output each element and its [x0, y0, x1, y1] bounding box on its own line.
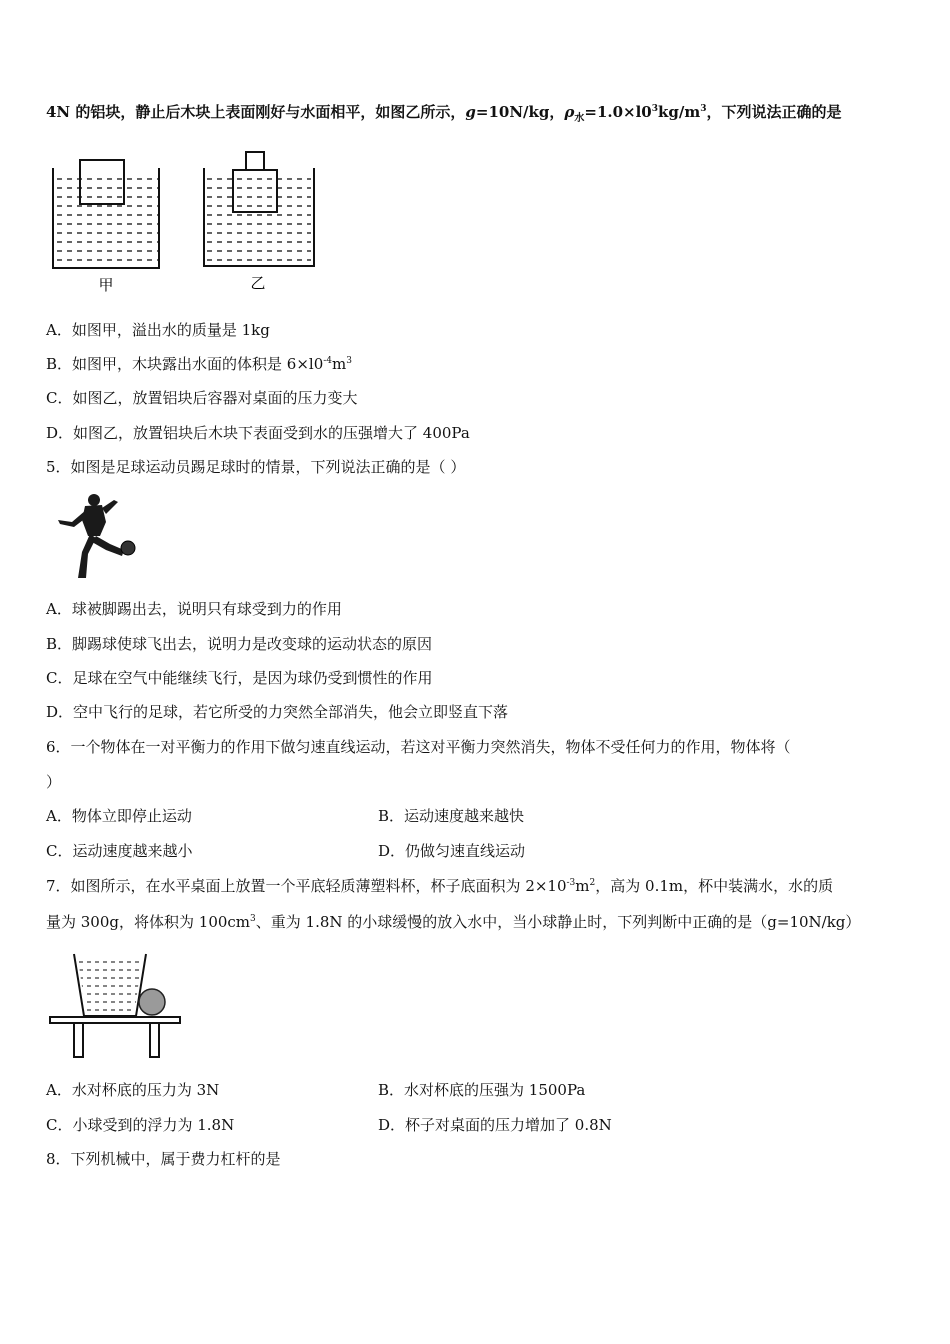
container-jia	[53, 160, 159, 268]
q7-option-d: D．杯子对桌面的压力增加了 0.8N	[378, 1116, 612, 1134]
q4-figure	[46, 148, 326, 298]
q4-stem: 4N 的铝块，静止后木块上表面刚好与水面相平，如图乙所示，g=10N/kg，$\rho_水=1.0\times l0^3kg/m^3$，下列说法正确的是	[46, 103, 842, 124]
aluminum-block-yi	[246, 152, 264, 170]
q5-option-a: A．球被脚踢出去，说明只有球受到力的作用	[46, 600, 342, 618]
water-jia	[54, 172, 158, 266]
soccer-ball-icon	[121, 541, 135, 555]
q5-option-d: D．空中飞行的足球，若它所受的力突然全部消失，他会立即竖直下落	[46, 703, 509, 721]
q6-option-a: A．物体立即停止运动	[46, 807, 192, 825]
q6-stem: 6．一个物体在一对平衡力的作用下做匀速直线运动，若这对平衡力突然消失，物体不受任何力的作用，物体将（	[46, 738, 791, 756]
q4-option-d: D．如图乙，放置铝块后木块下表面受到水的压强增大了 400Pa	[46, 424, 470, 442]
q5-option-c: C．足球在空气中能继续飞行，是因为球仍受到惯性的作用	[46, 669, 433, 687]
q7-stem-line1: 7．如图所示，在水平桌面上放置一个平底轻质薄塑料杯，杯子底面积为 $2\times 10^{-3}m^2$，高为 0.1m，杯中装满水，水的质	[46, 877, 834, 895]
q7-figure-cup-on-table	[46, 950, 186, 1062]
q4-option-b: B．如图甲，木块露出水面的体积是 $6\times l0^{-4}m^3$	[46, 355, 352, 373]
q7-option-b: B．水对杯底的压强为 1500Pa	[378, 1081, 586, 1099]
q6-stem-close: ）	[46, 773, 62, 791]
q7-stem-line2: 量为 300g，将体积为 $100cm^3$、重为 1.8N 的小球缓慢的放入水中，当小球静止时，下列判断中正确的是（g=10N/kg）	[46, 913, 861, 931]
water-yi	[207, 172, 311, 266]
q7-option-c: C．小球受到的浮力为 1.8N	[46, 1116, 235, 1134]
q5-stem: 5．如图是足球运动员踢足球时的情景，下列说法正确的是（ ）	[46, 458, 466, 476]
table-top	[50, 1017, 180, 1023]
table-leg-right	[150, 1023, 159, 1057]
q5-figure-soccer-player	[52, 492, 142, 584]
container-yi	[204, 152, 314, 266]
label-jia: 甲	[98, 276, 114, 294]
q7-option-a: A．水对杯底的压力为 3N	[46, 1081, 220, 1099]
small-ball-icon	[139, 989, 165, 1015]
table-leg-left	[74, 1023, 83, 1057]
label-yi: 乙	[250, 274, 266, 292]
q6-option-b: B．运动速度越来越快	[378, 807, 525, 825]
q5-option-b: B．脚踢球使球飞出去，说明力是改变球的运动状态的原因	[46, 635, 433, 653]
q4-option-c: C．如图乙，放置铝块后容器对桌面的压力变大	[46, 389, 358, 407]
q6-option-d: D．仍做匀速直线运动	[378, 842, 526, 860]
cup-water	[78, 958, 142, 1016]
q8-stem: 8．下列机械中，属于费力杠杆的是	[46, 1150, 281, 1168]
q6-option-c: C．运动速度越来越小	[46, 842, 193, 860]
q4-option-a: A．如图甲，溢出水的质量是 1kg	[46, 321, 270, 339]
player-silhouette-icon	[58, 494, 124, 578]
